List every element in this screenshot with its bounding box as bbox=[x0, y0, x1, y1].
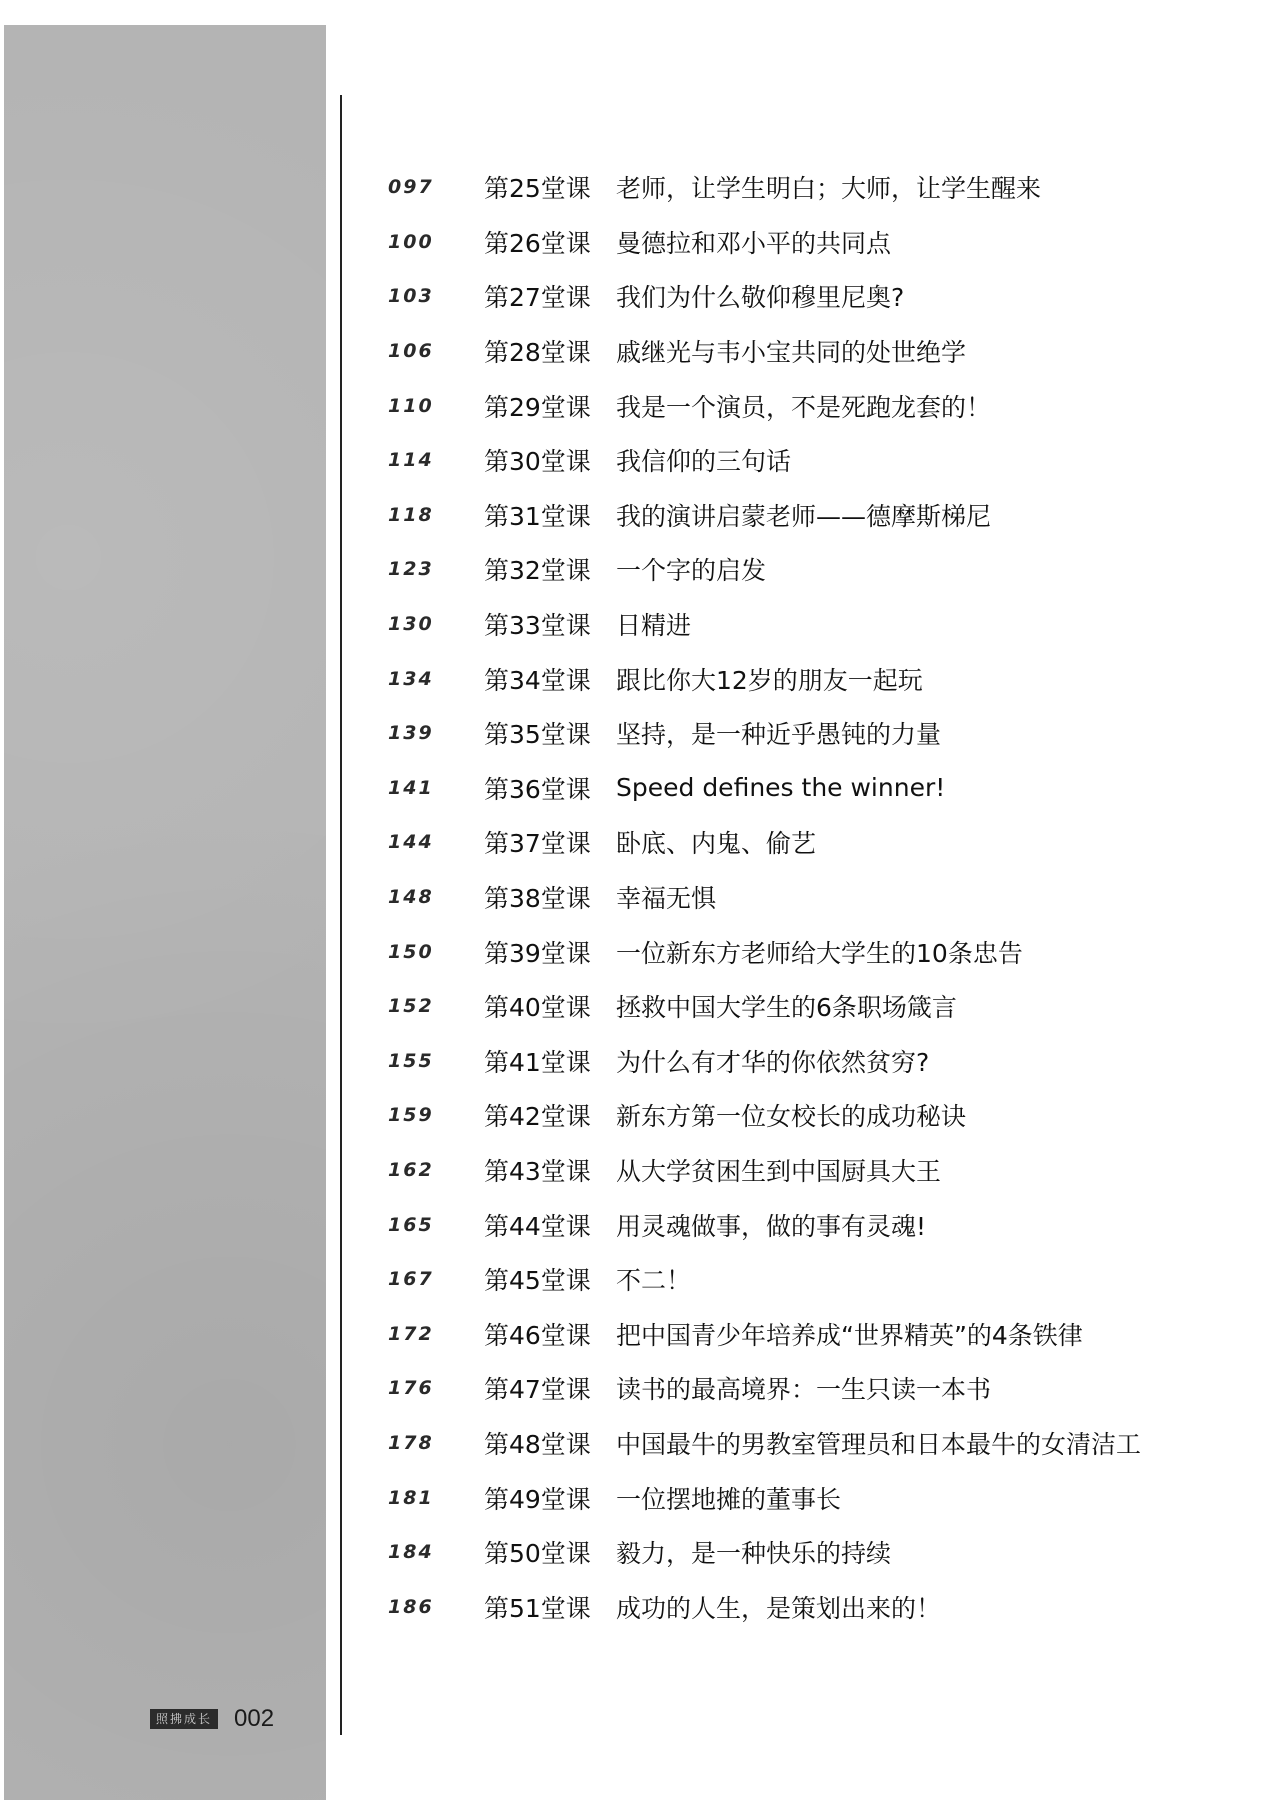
toc-entry[interactable] bbox=[388, 706, 1248, 761]
toc-page-number: 123 bbox=[388, 558, 434, 581]
toc-title: 日精进 bbox=[616, 611, 692, 641]
toc-lesson-label: 第38堂课 bbox=[484, 884, 591, 914]
toc-page-number: 184 bbox=[388, 1541, 434, 1564]
table-of-contents bbox=[388, 160, 1248, 1634]
toc-entry[interactable] bbox=[388, 924, 1248, 979]
book-series-label: 照拂成长 bbox=[150, 1709, 218, 1729]
toc-page-number: 178 bbox=[388, 1431, 434, 1454]
vertical-divider bbox=[340, 95, 342, 1735]
toc-entry[interactable] bbox=[388, 1252, 1248, 1307]
toc-page-number: 162 bbox=[388, 1158, 434, 1181]
toc-title: 从大学贫困生到中国厨具大王 bbox=[616, 1156, 942, 1186]
toc-title: 我们为什么敬仰穆里尼奥? bbox=[616, 283, 905, 313]
toc-entry[interactable] bbox=[388, 651, 1248, 706]
toc-entry[interactable] bbox=[388, 1088, 1248, 1143]
toc-title: 一个字的启发 bbox=[616, 556, 767, 586]
toc-entry[interactable] bbox=[388, 542, 1248, 597]
toc-lesson-label: 第46堂课 bbox=[484, 1320, 591, 1350]
toc-entry[interactable] bbox=[388, 1197, 1248, 1252]
toc-title: 我的演讲启蒙老师——德摩斯梯尼 bbox=[616, 501, 992, 531]
toc-page-number: 148 bbox=[388, 886, 434, 909]
toc-entry[interactable] bbox=[388, 761, 1248, 816]
toc-page-number: 103 bbox=[388, 285, 434, 308]
toc-lesson-label: 第29堂课 bbox=[484, 392, 591, 422]
toc-entry[interactable] bbox=[388, 1034, 1248, 1089]
toc-lesson-label: 第34堂课 bbox=[484, 665, 591, 695]
toc-page-number: 097 bbox=[388, 176, 434, 199]
toc-entry[interactable] bbox=[388, 324, 1248, 379]
toc-entry[interactable] bbox=[388, 488, 1248, 543]
toc-page-number: 106 bbox=[388, 340, 434, 363]
toc-entry[interactable] bbox=[388, 815, 1248, 870]
toc-page-number: 141 bbox=[388, 776, 434, 799]
toc-entry[interactable] bbox=[388, 378, 1248, 433]
toc-page-number: 176 bbox=[388, 1377, 434, 1400]
toc-title: 我是一个演员，不是死跑龙套的！ bbox=[616, 392, 992, 422]
toc-title: Speed defines the winner! bbox=[616, 773, 946, 803]
toc-lesson-label: 第43堂课 bbox=[484, 1156, 591, 1186]
toc-page-number: 167 bbox=[388, 1268, 434, 1291]
toc-lesson-label: 第51堂课 bbox=[484, 1593, 591, 1623]
toc-lesson-label: 第27堂课 bbox=[484, 283, 591, 313]
toc-title: 把中国青少年培养成“世界精英”的4条铁律 bbox=[616, 1320, 1083, 1350]
toc-lesson-label: 第48堂课 bbox=[484, 1429, 591, 1459]
toc-title: 中国最牛的男教室管理员和日本最牛的女清洁工 bbox=[616, 1429, 1142, 1459]
toc-title: 我信仰的三句话 bbox=[616, 447, 792, 477]
side-band bbox=[4, 25, 326, 1800]
toc-entry[interactable] bbox=[388, 433, 1248, 488]
toc-title: 新东方第一位女校长的成功秘诀 bbox=[616, 1102, 967, 1132]
toc-page-number: 159 bbox=[388, 1104, 434, 1127]
toc-lesson-label: 第36堂课 bbox=[484, 774, 591, 804]
toc-title: 读书的最高境界：一生只读一本书 bbox=[616, 1375, 992, 1405]
toc-title: 为什么有才华的你依然贫穷? bbox=[616, 1047, 930, 1077]
toc-page-number: 110 bbox=[388, 394, 434, 417]
toc-entry[interactable] bbox=[388, 1416, 1248, 1471]
toc-entry[interactable] bbox=[388, 1306, 1248, 1361]
toc-entry[interactable] bbox=[388, 1361, 1248, 1416]
page-number: 002 bbox=[234, 1705, 275, 1732]
toc-title: 曼德拉和邓小平的共同点 bbox=[616, 228, 892, 258]
toc-page-number: 134 bbox=[388, 667, 434, 690]
toc-page-number: 165 bbox=[388, 1213, 434, 1236]
toc-page-number: 100 bbox=[388, 230, 434, 253]
toc-title: 一位摆地摊的董事长 bbox=[616, 1484, 842, 1514]
toc-lesson-label: 第31堂课 bbox=[484, 501, 591, 531]
toc-entry[interactable] bbox=[388, 597, 1248, 652]
toc-lesson-label: 第42堂课 bbox=[484, 1102, 591, 1132]
toc-lesson-label: 第49堂课 bbox=[484, 1484, 591, 1514]
toc-entry[interactable] bbox=[388, 1470, 1248, 1525]
toc-title: 用灵魂做事，做的事有灵魂! bbox=[616, 1211, 927, 1241]
toc-entry[interactable] bbox=[388, 1579, 1248, 1634]
toc-page-number: 144 bbox=[388, 831, 434, 854]
toc-page-number: 186 bbox=[388, 1595, 434, 1618]
toc-page-number: 152 bbox=[388, 995, 434, 1018]
toc-title: 毅力，是一种快乐的持续 bbox=[616, 1539, 892, 1569]
toc-lesson-label: 第33堂课 bbox=[484, 611, 591, 641]
toc-page-number: 150 bbox=[388, 940, 434, 963]
toc-page-number: 181 bbox=[388, 1486, 434, 1509]
toc-title: 一位新东方老师给大学生的10条忠告 bbox=[616, 938, 1023, 968]
toc-title: 跟比你大12岁的朋友一起玩 bbox=[616, 665, 923, 695]
toc-page-number: 155 bbox=[388, 1049, 434, 1072]
toc-entry[interactable] bbox=[388, 215, 1248, 270]
toc-lesson-label: 第35堂课 bbox=[484, 720, 591, 750]
toc-lesson-label: 第30堂课 bbox=[484, 447, 591, 477]
toc-page-number: 118 bbox=[388, 503, 434, 526]
toc-title: 老师，让学生明白；大师，让学生醒来 bbox=[616, 174, 1042, 204]
toc-title: 戚继光与韦小宝共同的处世绝学 bbox=[616, 338, 967, 368]
toc-lesson-label: 第32堂课 bbox=[484, 556, 591, 586]
toc-title: 坚持，是一种近乎愚钝的力量 bbox=[616, 720, 942, 750]
toc-entry[interactable] bbox=[388, 1143, 1248, 1198]
toc-page-number: 114 bbox=[388, 449, 434, 472]
toc-lesson-label: 第40堂课 bbox=[484, 993, 591, 1023]
toc-lesson-label: 第26堂课 bbox=[484, 228, 591, 258]
toc-entry[interactable] bbox=[388, 269, 1248, 324]
toc-lesson-label: 第41堂课 bbox=[484, 1047, 591, 1077]
toc-lesson-label: 第25堂课 bbox=[484, 174, 591, 204]
toc-entry[interactable] bbox=[388, 1525, 1248, 1580]
page-footer bbox=[150, 1705, 274, 1733]
toc-entry[interactable] bbox=[388, 870, 1248, 925]
toc-lesson-label: 第45堂课 bbox=[484, 1266, 591, 1296]
toc-lesson-label: 第44堂课 bbox=[484, 1211, 591, 1241]
toc-lesson-label: 第50堂课 bbox=[484, 1539, 591, 1569]
toc-page-number: 172 bbox=[388, 1322, 434, 1345]
toc-lesson-label: 第37堂课 bbox=[484, 829, 591, 859]
toc-title: 成功的人生，是策划出来的！ bbox=[616, 1593, 942, 1623]
toc-lesson-label: 第39堂课 bbox=[484, 938, 591, 968]
toc-title: 不二！ bbox=[616, 1266, 692, 1296]
toc-title: 卧底、内鬼、偷艺 bbox=[616, 829, 817, 859]
toc-title: 拯救中国大学生的6条职场箴言 bbox=[616, 993, 957, 1023]
toc-page-number: 139 bbox=[388, 722, 434, 745]
toc-title: 幸福无惧 bbox=[616, 884, 717, 914]
toc-page-number: 130 bbox=[388, 613, 434, 636]
toc-lesson-label: 第47堂课 bbox=[484, 1375, 591, 1405]
toc-entry[interactable] bbox=[388, 160, 1248, 215]
toc-entry[interactable] bbox=[388, 979, 1248, 1034]
toc-lesson-label: 第28堂课 bbox=[484, 338, 591, 368]
